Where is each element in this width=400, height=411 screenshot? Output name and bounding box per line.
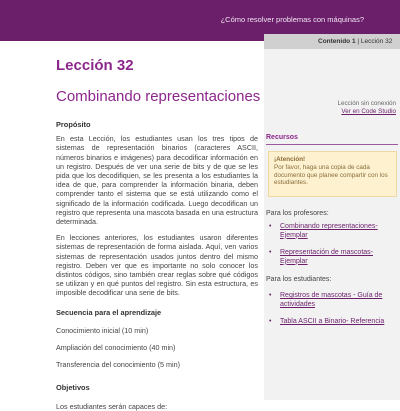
attention-alert: [268, 151, 397, 197]
bullet-icon: •: [269, 292, 272, 299]
student-resource-link[interactable]: Tabla ASCII a Binario- Referencia: [280, 318, 385, 326]
breadcrumb-unit: Contenido 1: [318, 38, 356, 45]
teachers-label: Para los profesores:: [266, 210, 329, 217]
purpose-paragraph-1: En esta Lección, los estudiantes usan los tres tipos de sistemas de representación binarios (caracteres ASCII, números binarios e imágenes) para decodificar información en un registro. Después de ver una serie de bits y de que se les pida que los decodifiquen, se les presenta a los estudiantes la idea de que, para comprender la información binaria, deben comprender tanto el sistema que se está utilizando como el significado de la información codificada. Luego decodifican un registro que representa una mascota basada en una estructura determinada.: [56, 134, 258, 227]
sequence-heading: Secuencia para el aprendizaje: [56, 307, 162, 317]
lesson-title: Combinando representaciones: [56, 88, 261, 105]
objectives-intro: Los estudiantes serán capaces de:: [56, 401, 168, 411]
lesson-number: Lección 32: [56, 57, 134, 74]
breadcrumb-separator: |: [355, 38, 361, 45]
list-item: [266, 223, 398, 240]
alert-body: Por favor, haga una copia de cada documento que planee compartir con los estudiantes.: [274, 163, 388, 187]
students-label: Para los estudiantes:: [266, 276, 332, 283]
sidebar: [264, 34, 400, 400]
list-item: [266, 318, 398, 327]
resources-heading: Recursos: [266, 134, 298, 141]
bullet-icon: •: [269, 249, 272, 257]
teacher-resource-link[interactable]: Combinando representaciones- Ejemplar: [280, 223, 378, 239]
teacher-resource-link[interactable]: Representación de mascotas- Ejemplar: [280, 249, 373, 265]
resources-divider: [266, 144, 398, 145]
bullet-icon: •: [269, 318, 272, 326]
bullet-icon: •: [269, 223, 272, 230]
breadcrumb-lesson: Lección 32: [360, 38, 393, 45]
sequence-item: Conocimiento inicial (10 min): [56, 325, 149, 335]
student-resources-list: [266, 292, 398, 336]
lesson-content: [56, 120, 258, 411]
purpose-heading: Propósito: [56, 120, 91, 129]
alert-title: ¡Atención!: [274, 156, 306, 163]
list-item: [266, 292, 398, 309]
objectives-heading: Objetivos: [56, 383, 90, 393]
teacher-resources-list: [266, 223, 398, 275]
list-item: [266, 249, 398, 266]
purpose-paragraph-2: En lecciones anteriores, los estudiantes usaron diferentes sistemas de representación de forma aislada. Aquí, ven varios sistemas de representación usados juntos dentro del mismo registro. Deben ver que es importante no solo conocer los distintos códigos, sino también crear reglas sobre qué códigos se utilizan y en qué puntos del registro. Sin esta estructura, es imposible decodificar una serie de bits.: [56, 233, 258, 298]
offline-lesson: [338, 100, 396, 116]
breadcrumb: [264, 34, 400, 49]
course-title: ¿Cómo resolver problemas con máquinas?: [220, 15, 364, 24]
offline-label: Lección sin conexión: [337, 100, 396, 107]
sequence-item: Ampliación del conocimiento (40 min): [56, 343, 176, 353]
student-resource-link[interactable]: Registros de mascotas - Guía de actividades: [280, 292, 383, 308]
sequence-item: Transferencia del conocimiento (5 min): [56, 360, 180, 370]
code-studio-link[interactable]: Ver en Code Studio: [341, 108, 396, 115]
